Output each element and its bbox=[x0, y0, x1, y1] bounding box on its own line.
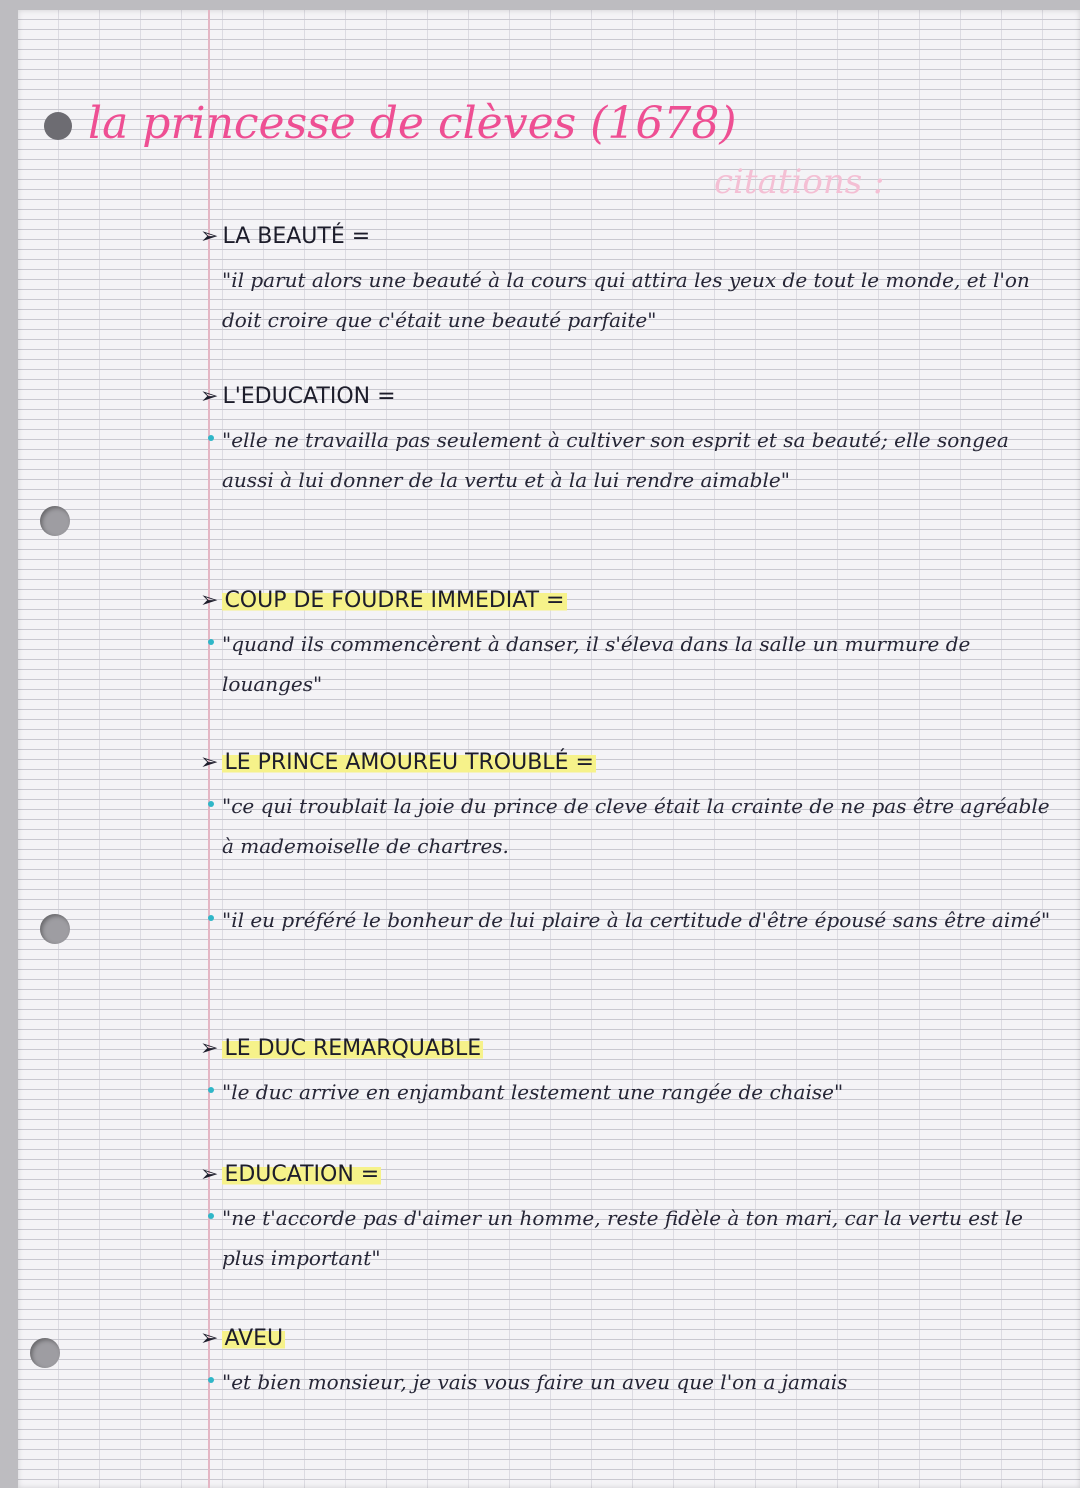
section-heading-text: LE DUC REMARQUABLE bbox=[224, 1036, 482, 1061]
quote-text: "et bien monsieur, je vais vous faire un aveu que l'on a jamais bbox=[222, 1370, 848, 1394]
quote bbox=[222, 786, 1052, 866]
section-heading bbox=[200, 1322, 1060, 1356]
arrow-icon: ➢ bbox=[200, 588, 219, 613]
arrow-icon: ➢ bbox=[200, 1162, 219, 1187]
quote bbox=[222, 624, 1052, 704]
section-heading bbox=[200, 584, 1060, 618]
quote bbox=[222, 1198, 1052, 1278]
section-heading bbox=[200, 1032, 1060, 1066]
section-heading-text: AVEU bbox=[224, 1326, 284, 1351]
quote bbox=[222, 1072, 1052, 1112]
quote-text: "le duc arrive en enjambant lestement une rangée de chaise" bbox=[222, 1080, 844, 1104]
section-duc-remarquable bbox=[200, 1032, 1060, 1112]
title-bullet-dot bbox=[44, 112, 72, 140]
quote-bullet-icon bbox=[208, 435, 214, 441]
quote-text: "quand ils commencèrent à danser, il s'éleva dans la salle un murmure de louanges" bbox=[222, 632, 971, 696]
quote bbox=[222, 420, 1052, 500]
section-heading bbox=[200, 380, 1060, 414]
quote-text: "il eu préféré le bonheur de lui plaire à la certitude d'être épousé sans être aimé" bbox=[222, 908, 1051, 932]
quote bbox=[222, 1362, 1052, 1402]
section-heading-text: LE PRINCE AMOUREU TROUBLÉ = bbox=[224, 750, 594, 775]
section-heading bbox=[200, 220, 1060, 254]
quote bbox=[222, 900, 1052, 940]
quote-text: "il parut alors une beauté à la cours qui attira les yeux de tout le monde, et l'on doit croire que c'était une beauté parfaite" bbox=[222, 268, 1030, 332]
quote-bullet-icon bbox=[208, 915, 214, 921]
section-beaute bbox=[200, 220, 1060, 340]
quote-bullet-icon bbox=[208, 801, 214, 807]
binder-hole bbox=[30, 1338, 60, 1368]
quote-text: "ce qui troublait la joie du prince de cleve était la crainte de ne pas être agréable à mademoiselle de chartres. bbox=[222, 794, 1050, 858]
binder-hole bbox=[40, 506, 70, 536]
page-subtitle: citations : bbox=[714, 162, 885, 202]
section-aveu bbox=[200, 1322, 1060, 1402]
section-heading-text: EDUCATION = bbox=[224, 1162, 380, 1187]
section-heading bbox=[200, 746, 1060, 780]
arrow-icon: ➢ bbox=[200, 1326, 219, 1351]
quote-text: "ne t'accorde pas d'aimer un homme, reste fidèle à ton mari, car la vertu est le plus important" bbox=[222, 1206, 1023, 1270]
arrow-icon: ➢ bbox=[200, 1036, 219, 1061]
section-coup-de-foudre bbox=[200, 584, 1060, 704]
quote-bullet-icon bbox=[208, 1087, 214, 1093]
section-heading-text: L'EDUCATION = bbox=[222, 384, 396, 409]
binder-hole bbox=[40, 914, 70, 944]
arrow-icon: ➢ bbox=[200, 750, 219, 775]
section-education-2 bbox=[200, 1158, 1060, 1278]
quote-bullet-icon bbox=[208, 1377, 214, 1383]
arrow-icon: ➢ bbox=[200, 384, 219, 409]
quote bbox=[222, 260, 1052, 340]
section-prince-trouble bbox=[200, 746, 1060, 940]
quote-bullet-icon bbox=[208, 639, 214, 645]
quote-text: "elle ne travailla pas seulement à cultiver son esprit et sa beauté; elle songea aussi à lui donner de la vertu et à la lui rendre aimable" bbox=[222, 428, 1009, 492]
section-heading bbox=[200, 1158, 1060, 1192]
quote-bullet-icon bbox=[208, 1213, 214, 1219]
page-title: la princesse de clèves (1678) bbox=[88, 98, 737, 149]
arrow-icon: ➢ bbox=[200, 224, 219, 249]
section-heading-text: COUP DE FOUDRE IMMEDIAT = bbox=[224, 588, 565, 613]
section-education bbox=[200, 380, 1060, 500]
section-heading-text: LA BEAUTÉ = bbox=[222, 224, 371, 249]
